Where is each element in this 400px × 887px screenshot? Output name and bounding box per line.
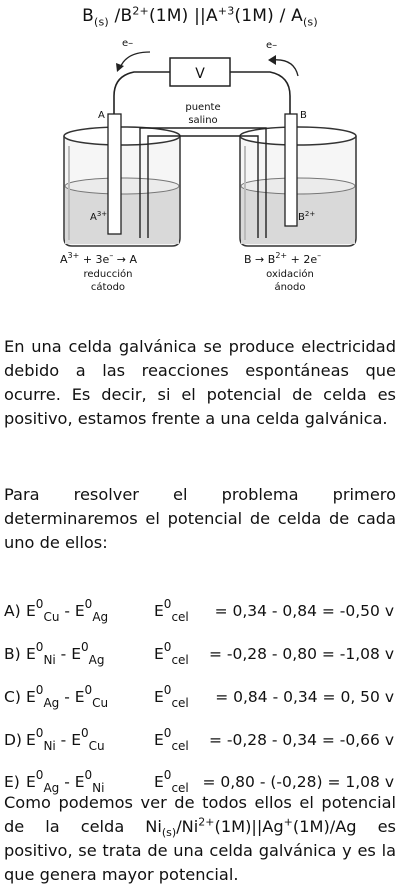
reaction-text: → A	[113, 253, 138, 266]
ion-superscript: 2+	[304, 210, 316, 218]
conclusion-paragraph	[4, 791, 396, 887]
conclusion-superscript: +	[283, 815, 293, 829]
option-label: D)	[4, 731, 22, 749]
standard-superscript: 0	[35, 640, 44, 654]
option-label: B)	[4, 645, 21, 663]
standard-superscript: 0	[35, 597, 44, 611]
reaction-right	[244, 251, 321, 266]
e-symbol: E	[26, 645, 36, 663]
standard-superscript: 0	[81, 726, 89, 740]
arrow-head-icon	[116, 63, 124, 72]
calculation-result: = 0,84 - 0,34 = 0, 50 v	[215, 688, 394, 706]
potential-difference: $E^0_{Ni} - E^0_{Ag}$	[26, 640, 105, 667]
electron-label-right: e–	[266, 40, 278, 51]
standard-superscript: 0	[35, 683, 44, 697]
anode-label: ánodo	[274, 282, 306, 293]
e-symbol: E	[71, 731, 81, 749]
e-symbol: E	[74, 688, 85, 706]
e-symbol: E	[26, 731, 36, 749]
standard-superscript: 0	[84, 683, 93, 697]
reaction-superscript: 3+	[67, 251, 80, 260]
metal-subscript: Cu	[92, 696, 109, 710]
conclusion-superscript: 2+	[198, 815, 215, 829]
salt-bridge-label-2: salino	[188, 115, 218, 126]
calculation-result: = 0,80 - (-0,28) = 1,08 v	[202, 773, 394, 791]
option-label: C)	[4, 688, 21, 706]
cel-subscript: cel	[171, 610, 189, 624]
calculation-row	[4, 641, 398, 667]
standard-superscript: 0	[35, 726, 44, 740]
standard-superscript: 0	[35, 768, 44, 782]
e-symbol: E	[154, 645, 164, 663]
metal-subscript: Ag	[88, 653, 105, 667]
potential-difference: $E^0_{Ag} - E^0_{Ni}$	[26, 768, 105, 795]
metal-subscript: Cu	[88, 739, 105, 753]
cell-potential-symbol	[154, 598, 189, 624]
conclusion-subscript: (s)	[161, 826, 177, 840]
title-text: (1M) ||A	[148, 6, 218, 26]
ion-text: B	[298, 212, 305, 223]
potential-difference: $E^0_{Cu} - E^0_{Ag}$	[26, 597, 109, 624]
title-subscript: (s)	[94, 15, 109, 29]
e-symbol: E	[154, 688, 164, 706]
cel-subscript: cel	[171, 781, 189, 795]
reaction-superscript: –	[317, 251, 322, 260]
standard-superscript: 0	[81, 640, 89, 654]
title-text: (1M) / A	[234, 6, 303, 26]
ion-superscript: 3+	[96, 210, 108, 218]
electrode-a	[108, 114, 121, 234]
reduction-label: reducción	[83, 269, 133, 280]
option-label: E)	[4, 773, 20, 791]
title-superscript: +3	[217, 4, 235, 18]
e-symbol: E	[74, 602, 85, 620]
reaction-text: + 3e	[79, 253, 110, 266]
calculation-row	[4, 598, 398, 624]
standard-superscript: 0	[84, 768, 93, 782]
metal-subscript: Cu	[43, 610, 60, 624]
calculation-result: = -0,28 - 0,80 = -1,08 v	[208, 645, 394, 663]
intro-paragraph: En una celda galvánica se produce electricidad debido a las reacciones espontáneas que ocurre. Es decir, si el potencial de celda es positivo, estamos frente a una celda galvánica.	[4, 337, 396, 428]
salt-bridge-label-1: puente	[185, 102, 221, 113]
metal-subscript: Ni	[43, 739, 56, 753]
standard-superscript: 0	[163, 683, 172, 697]
title-text: /B	[108, 6, 133, 26]
e-symbol: E	[154, 773, 164, 791]
calculation-row	[4, 727, 398, 753]
electrode-b	[285, 114, 297, 226]
e-symbol: E	[26, 773, 36, 791]
e-symbol: E	[74, 773, 85, 791]
title-text: B	[82, 6, 94, 26]
left-wire	[114, 72, 170, 116]
cell-potential-symbol	[154, 684, 189, 710]
standard-superscript: 0	[163, 768, 172, 782]
metal-subscript: Ni	[43, 653, 56, 667]
e-symbol: E	[154, 602, 164, 620]
reaction-text: + 2e	[287, 253, 318, 266]
standard-superscript: 0	[84, 597, 93, 611]
right-wire	[230, 72, 290, 116]
cathode-label: cátodo	[90, 282, 126, 293]
standard-superscript: 0	[163, 726, 172, 740]
ion-text: A	[90, 212, 97, 223]
cell-notation-title	[0, 4, 400, 28]
method-paragraph: Para resolver el problema primero determinaremos el potencial de celda de cada uno de ellos:	[4, 485, 396, 552]
potential-difference: $E^0_{Ag} - E^0_{Cu}$	[26, 683, 109, 710]
cell-potential-symbol	[154, 641, 189, 667]
reaction-superscript: 2+	[275, 251, 288, 260]
left-beaker	[64, 127, 180, 246]
reaction-left	[60, 251, 138, 266]
electron-arrow-left	[120, 52, 150, 68]
standard-superscript: 0	[163, 597, 172, 611]
cell-potential-symbol	[154, 727, 189, 753]
standard-superscript: 0	[163, 640, 172, 654]
conclusion-text: Como podemos ver de todos ellos el potencial de la celda Ni	[4, 793, 396, 836]
cel-subscript: cel	[171, 739, 189, 753]
e-symbol: E	[26, 688, 36, 706]
electrode-b-label: B	[300, 110, 307, 121]
metal-subscript: Ag	[43, 781, 60, 795]
metal-subscript: Ni	[92, 781, 105, 795]
metal-subscript: Ag	[92, 610, 109, 624]
electrode-a-label: A	[98, 110, 105, 121]
calculation-row	[4, 684, 398, 710]
e-symbol: E	[26, 602, 36, 620]
conclusion-text: /Ni	[176, 817, 199, 836]
cel-subscript: cel	[171, 653, 189, 667]
conclusion-text: (1M)||Ag	[214, 817, 284, 836]
title-subscript: (s)	[302, 15, 318, 29]
option-label: A)	[4, 602, 21, 620]
reaction-text: A	[60, 253, 68, 266]
potential-difference: $E^0_{Ni} - E^0_{Cu}$	[26, 726, 105, 753]
e-symbol: E	[71, 645, 81, 663]
title-superscript: 2+	[132, 4, 149, 18]
conclusion-text: (1M)/Ag es positivo, se trata de una celda galvánica y es la que genera mayor potencial.	[4, 817, 396, 884]
e-symbol: E	[154, 731, 164, 749]
galvanic-cell-diagram	[0, 28, 400, 328]
calculation-result: = 0,34 - 0,84 = -0,50 v	[214, 602, 394, 620]
reaction-superscript: –	[109, 251, 114, 260]
calculation-result: = -0,28 - 0,34 = -0,66 v	[208, 731, 394, 749]
metal-subscript: Ag	[43, 696, 60, 710]
electron-label-left: e–	[122, 38, 134, 49]
cel-subscript: cel	[171, 696, 189, 710]
oxidation-label: oxidación	[266, 269, 314, 280]
arrow-head-icon	[268, 55, 276, 65]
reaction-text: B → B	[244, 253, 276, 266]
voltmeter-label: V	[195, 66, 205, 82]
